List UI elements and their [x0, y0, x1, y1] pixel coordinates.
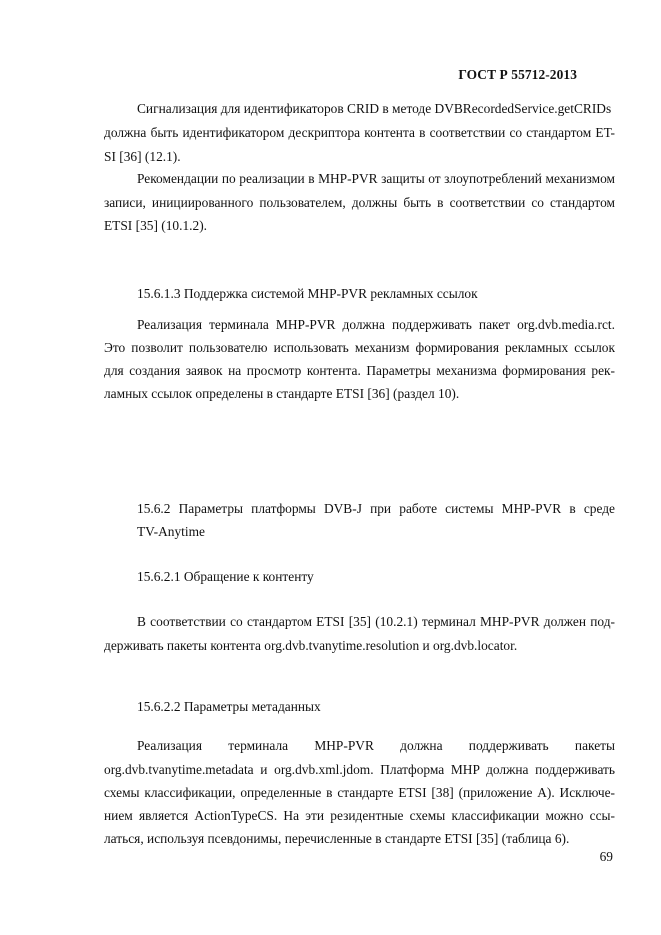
paragraph-line: записи, инициированного пользователем, должны быть в соответствии со стандартом: [104, 195, 615, 210]
paragraph-line: схемы классификации, определенные в стандарте ETSI [38] (приложение А). Исключе-: [104, 785, 615, 800]
paragraph-line: латься, используя псевдонимы, перечисленные в стандарте ETSI [35] (таблица 6).: [104, 831, 570, 846]
paragraph-line: для создания заявок на просмотр контента. Параметры механизма формирования рек-: [104, 363, 615, 378]
paragraph-line: Рекомендации по реализации в MHP-PVR защиты от злоупотреблений механизмом: [137, 171, 615, 186]
page-number: 69: [599, 849, 613, 864]
paragraph-line: Это позволит пользователю использовать механизм формирования рекламных ссылок: [104, 340, 615, 355]
section-heading-15-6-1-3: 15.6.1.3 Поддержка системой MHP-PVR рекламных ссылок: [137, 286, 478, 301]
section-heading-15-6-2: 15.6.2 Параметры платформы DVB-J при работе системы MHP-PVR в среде: [137, 501, 615, 516]
paragraph-line: должна быть идентификатором дескриптора контента в соответствии со стандартом ET-: [104, 125, 615, 140]
paragraph-line: ETSI [35] (10.1.2).: [104, 218, 208, 233]
paragraph-line: SI [36] (12.1).: [104, 149, 181, 164]
paragraph-line: org.dvb.tvanytime.metadata и org.dvb.xml.jdom. Платформа MHP должна поддерживать: [104, 762, 615, 777]
paragraph-line: Реализация терминала MHP-PVR должна поддерживать пакет org.dvb.media.rct.: [137, 317, 615, 332]
section-heading-15-6-2-2: 15.6.2.2 Параметры метаданных: [137, 699, 321, 714]
paragraph-line: держивать пакеты контента org.dvb.tvanytime.resolution и org.dvb.locator.: [104, 638, 518, 653]
paragraph-line: нием является ActionTypeCS. На эти резидентные схемы классификации можно ссы-: [104, 808, 615, 823]
paragraph-line: Реализация терминала MHP-PVR должна поддерживать пакеты: [137, 738, 615, 753]
section-heading-15-6-2-1: 15.6.2.1 Обращение к контенту: [137, 569, 314, 584]
section-heading-15-6-2-cont: TV-Anytime: [137, 524, 205, 539]
standard-header: ГОСТ Р 55712-2013: [458, 67, 577, 82]
paragraph-line: В соответствии со стандартом ETSI [35] (10.2.1) терминал MHP-PVR должен под-: [137, 614, 615, 629]
paragraph-line: Сигнализация для идентификаторов CRID в методе DVBRecordedService.getCRIDs: [137, 101, 612, 116]
paragraph-line: ламных ссылок определены в стандарте ETSI [36] (раздел 10).: [104, 386, 460, 401]
